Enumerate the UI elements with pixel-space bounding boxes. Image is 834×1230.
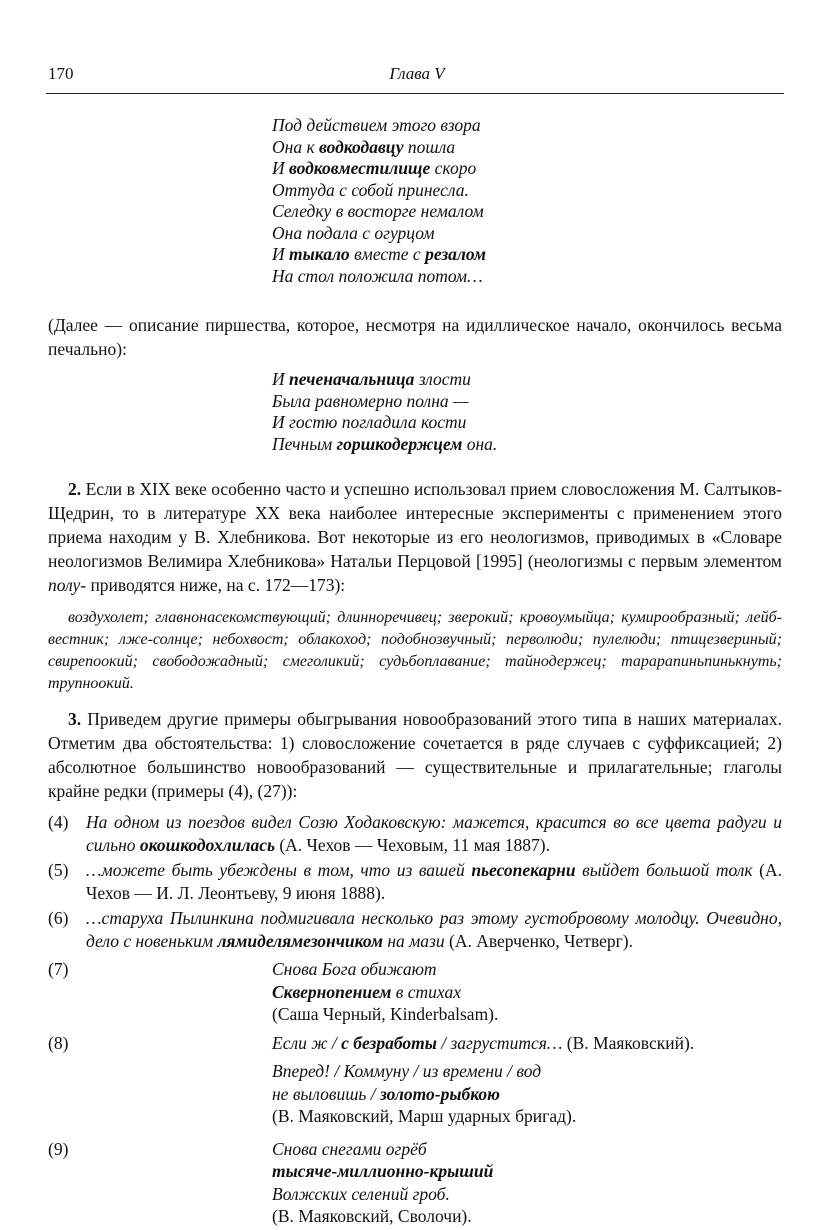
text-segment: (В. Маяковский, Марш ударных бригад). [272, 1106, 577, 1126]
text-segment: Если ж / [272, 1032, 342, 1053]
example-number [48, 1060, 272, 1128]
text-segment: …можете быть убеждены в том, что из вашей [86, 860, 472, 880]
text-segment: Под действием этого взора [272, 115, 481, 135]
text-line [48, 709, 782, 801]
emphasized-neologism: тыкало [289, 244, 350, 264]
text-segment: На стол положила потом… [272, 265, 483, 286]
text-line [272, 244, 782, 266]
text-segment: вместе с [349, 244, 426, 264]
text-segment: Вперед! / Коммуну / из времени / вод [272, 1061, 542, 1081]
text-line [272, 1060, 782, 1083]
text-line [272, 158, 782, 180]
emphasized-neologism: печеначальница [289, 369, 415, 389]
text-line [272, 1138, 782, 1161]
emphasized-neologism: водковместилище [289, 158, 431, 178]
example-number: (7) [48, 959, 69, 979]
example [48, 1032, 782, 1055]
text-segment: (Далее — описание пиршества, которое, несмотря на идиллическое начало, окончилось весьма печально): [48, 315, 782, 359]
poem-quote [272, 115, 782, 287]
text-line [48, 315, 782, 359]
text-line [48, 609, 782, 692]
text-segment: Была равномерно полна — [272, 390, 469, 411]
example-text [86, 907, 782, 952]
text-segment: Печным [272, 433, 337, 454]
emphasized-neologism: резалом [425, 244, 486, 264]
example [48, 958, 782, 1026]
paragraph [48, 477, 782, 597]
page-number: 170 [48, 64, 74, 83]
text-line [272, 1083, 782, 1106]
header-rule [46, 93, 784, 94]
text-segment: Если в XIX веке особенно часто и успешно использовал прием словосложения М. Салтыков-Щедрин, то в литературе XX века наиболее интересные эксперименты с применением этого приема находим у В. Хлебникова. Вот некоторые из его неологизмов, приводимых в «Словаре неологизмов Велимира Хлебникова» Натальи Перцовой [1995] (неологизмы с первым элементом [48, 479, 783, 571]
text-segment: Она к [272, 136, 320, 157]
text-line [272, 434, 782, 456]
emphasized-neologism: 3. [68, 709, 88, 729]
emphasized-neologism: Сквернопением [272, 981, 392, 1002]
text-line [272, 958, 782, 981]
text-segment: она. [462, 433, 498, 454]
emphasized-neologism: тысяче-миллионно-крыший [272, 1161, 494, 1181]
example [48, 859, 782, 904]
text-line [272, 1205, 782, 1228]
text-line [272, 137, 782, 159]
text-segment: (А. Чехов — Чеховым, 11 мая 1887). [274, 834, 550, 855]
text-segment: Снова снегами огрёб [272, 1138, 427, 1159]
emphasized-neologism: с безработы [341, 1032, 437, 1053]
emphasized-neologism: водкодавцу [319, 136, 404, 157]
text-segment: Оттуда с собой принесла. [272, 179, 469, 200]
text-line [272, 180, 782, 202]
text-segment: приводятся ниже, на с. 172—173): [86, 575, 346, 595]
text-line [48, 479, 782, 595]
text-segment: в стихах [391, 981, 461, 1002]
emphasized-neologism: пьесопекарни [471, 860, 576, 880]
text-segment: выйдет большой толк [575, 860, 753, 880]
paragraph [48, 707, 782, 803]
text-segment: не выловишь / [272, 1083, 380, 1104]
example [48, 1138, 782, 1228]
text-segment: / загрустится… [436, 1032, 567, 1053]
text-segment: полу- [48, 575, 87, 595]
text-line [272, 201, 782, 223]
text-segment: …старуха Пылинкина подмигивала несколько раз этому густобровому молодцу. Очевидно, дело с новеньким [86, 908, 782, 951]
text-line [272, 369, 782, 391]
text-line [272, 1160, 782, 1183]
emphasized-neologism: горшкодержцем [336, 433, 463, 454]
text-line [272, 115, 782, 137]
example-number: (6) [48, 908, 69, 928]
example-text [86, 811, 782, 856]
text-segment: (В. Маяковский, Сволочи). [272, 1206, 472, 1226]
example-number: (5) [48, 860, 69, 880]
example [48, 811, 782, 856]
text-line [272, 412, 782, 434]
text-line [272, 981, 782, 1004]
text-segment: На одном из поездов видел Созю Ходаковскую: мажется, красится во все цвета радуги и сильно [86, 812, 782, 855]
example-text [272, 1138, 782, 1228]
text-line [272, 391, 782, 413]
text-segment: (А. Аверченко, Четверг). [444, 930, 634, 951]
text-segment: И [272, 369, 290, 389]
chapter-title: Глава V [389, 64, 445, 83]
text-line [272, 223, 782, 245]
emphasized-neologism: золото-рыбкою [380, 1083, 500, 1104]
example [48, 1060, 782, 1128]
example-number: (4) [48, 812, 69, 832]
paragraph [48, 313, 782, 361]
page-content [48, 115, 782, 1228]
text-segment: Она подала с огурцом [272, 222, 435, 243]
text-segment: Снова Бога обижают [272, 959, 437, 979]
text-segment: Приведем другие примеры обыгрывания новообразований этого типа в наших материалах. Отметим два обстоятельства: 1) словосложение сочетается в ряде случаев с суффиксацией; 2) абсолютное большинство новообразований — существительные и прилагательные; глаголы крайне редки (примеры (4), (27)): [48, 709, 782, 801]
text-line [272, 1033, 694, 1053]
text-line [86, 860, 782, 903]
text-segment: И гостю погладила кости [272, 412, 467, 432]
emphasized-neologism: окошкодохлилась [139, 834, 275, 855]
text-line [272, 1105, 782, 1128]
text-segment: И [272, 244, 290, 264]
example-number: (8) [48, 1032, 69, 1053]
text-segment: (А. Чехов — И. Л. Леонтьеву, 9 июня 1888). [86, 860, 782, 903]
text-line [272, 1183, 782, 1206]
text-segment: скоро [430, 158, 477, 178]
poem-quote [272, 369, 782, 455]
text-line [86, 908, 782, 951]
emphasized-neologism: лямиделямезончиком [217, 930, 383, 951]
text-segment: И [272, 158, 290, 178]
text-segment: воздухолет; главнонасекомствующий; длинноречивец; зверокий; кровоумыйца; кумирообразный; лейб-вестник; лже-солнце; небохвост; облакоход; подобнозвучный; перволюди; пулелюди; птицезвериный; свирепоокий; свободожадный; смеголикий; судьбоплавание; тайнодержец; тарарапиньпинькнуть; трупноокий. [48, 609, 782, 692]
text-segment: (В. Маяковский). [566, 1032, 695, 1053]
text-segment: на мази [382, 930, 445, 951]
example-text [272, 958, 782, 1026]
text-segment: Селедку в восторге немалом [272, 201, 484, 221]
text-segment: (Саша Черный, Kinderbalsam). [272, 1004, 499, 1024]
example [48, 907, 782, 952]
neologism-list [48, 607, 782, 695]
example-text [272, 1060, 782, 1128]
text-line [86, 812, 782, 855]
example-number: (9) [48, 1138, 69, 1159]
example-text [86, 859, 782, 904]
example-text [272, 1032, 782, 1055]
text-segment: злости [414, 369, 471, 389]
text-line [272, 266, 782, 288]
text-segment: пошла [403, 136, 456, 157]
emphasized-neologism: 2. [68, 479, 86, 499]
text-segment: Волжских селений гроб. [272, 1183, 450, 1204]
text-line [272, 1003, 782, 1026]
